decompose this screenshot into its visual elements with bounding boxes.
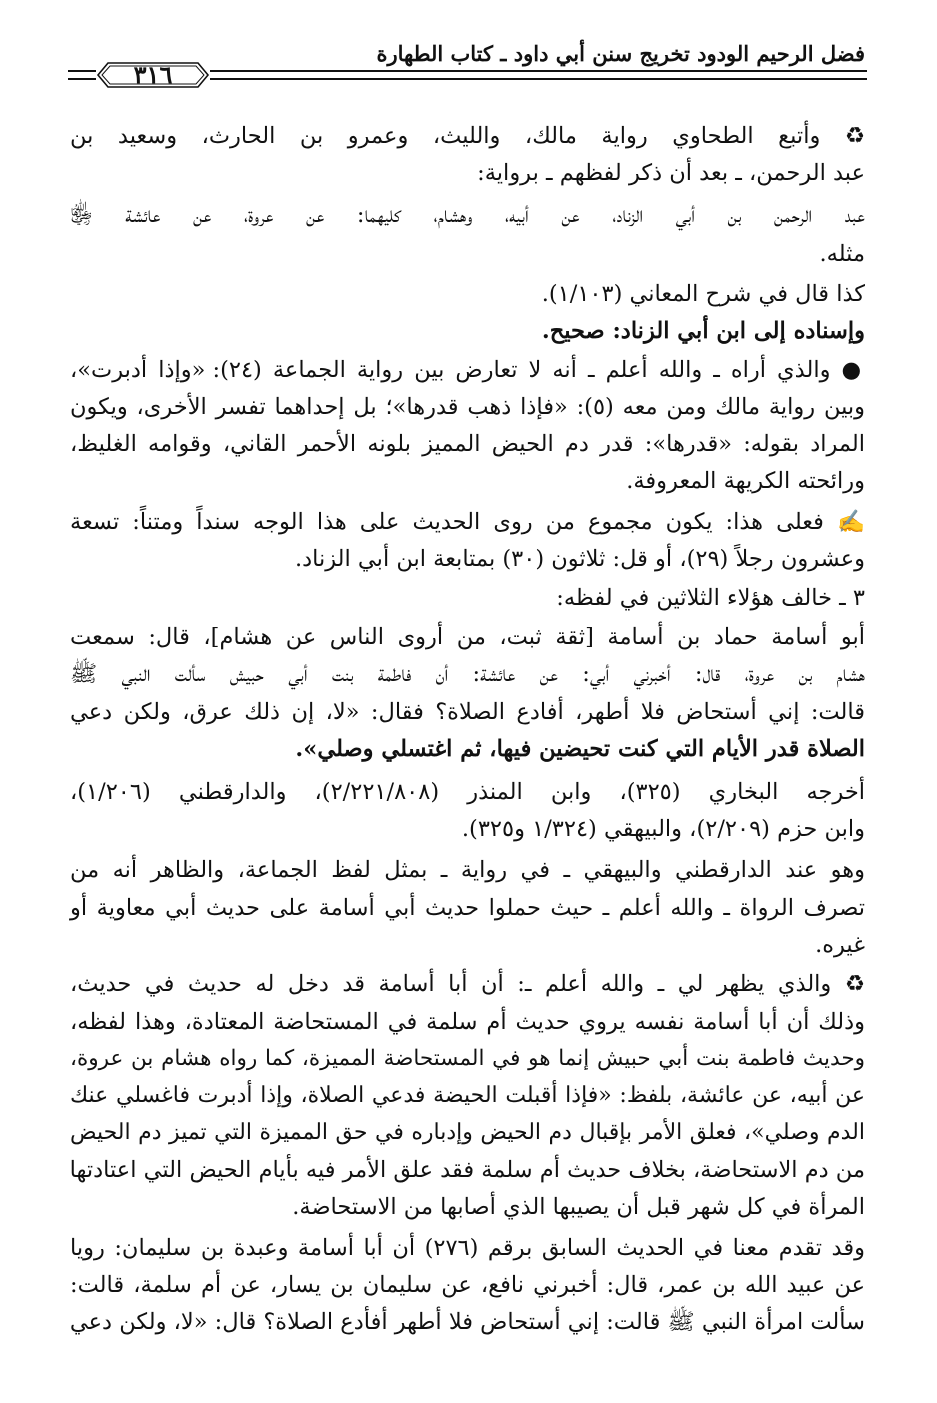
text-line-3: عبد الرحمن بن أبي الزناد، عن أبيه، وهشام، كليهما: عن عروة، عن عائشة ﵂	[70, 202, 865, 228]
text-line-12: وعشرون رجلاً (٢٩)، أو قل: ثلاثون (٣٠) بمتابعة ابن أبي الزناد.	[294, 546, 865, 572]
running-title: فضل الرحيم الودود تخريج سنن أبي داود ـ كتاب الطهارة	[376, 41, 865, 66]
text-line-9: المراد بقوله: «قدرها»: قدر دم الحيض المميز بلونه الأحمر القاني، وقوامه الغليظ،	[70, 431, 865, 457]
page-number-badge	[96, 58, 210, 92]
text-line-1: ♻ وأتبع الطحاوي رواية مالك، والليث، وعمرو بن الحارث، وسعيد بن	[70, 123, 865, 149]
text-line-7: ● والذي أراه ـ والله أعلم ـ أنه لا تعارض بين رواية الجماعة (٢٤): «وإذا أدبرت»،	[70, 357, 865, 383]
text-line-4: مثله.	[819, 241, 865, 267]
text-line-14: أبو أسامة حماد بن أسامة [ثقة ثبت، من أروى الناس عن هشام]، قال: سمعت	[70, 624, 865, 650]
text-line-17: الصلاة قدر الأيام التي كنت تحيضين فيها، ثم اغتسلي وصلي».	[295, 736, 865, 762]
text-line-5: كذا قال في شرح المعاني (١/١٠٣).	[541, 281, 865, 307]
text-line-23: ♻ والذي يظهر لي ـ والله أعلم ـ: أن أبا أسامة قد دخل له حديث في حديث،	[70, 971, 865, 997]
text-line-26: عن أبيه، عن عائشة، بلفظ: «فإذا أقبلت الحيضة فدعي الصلاة، وإذا أدبرت فاغسلي عنك	[70, 1083, 865, 1108]
text-line-11: ✍ فعلى هذا: يكون مجموع من روى الحديث على هذا الوجه سنداً ومتناً: تسعة	[70, 509, 865, 535]
text-line-29: المرأة في كل شهر قبل أن يصيبها الذي أصابها من الاستحاضة.	[292, 1194, 865, 1220]
text-line-2: عبد الرحمن، ـ بعد أن ذكر لفظهم ـ برواية:	[477, 160, 865, 186]
text-line-31: عن عبيد الله بن عمر، قال: أخبرني نافع، عن سليمان بن يسار، عن أم سلمة، قالت:	[70, 1272, 865, 1298]
text-line-18: أخرجه البخاري (٣٢٥)، وابن المنذر (٢/٢٢١/٨٠٨)، والدارقطني (١/٢٠٦)،	[70, 779, 865, 805]
text-line-20: وهو عند الدارقطني والبيهقي ـ في رواية ـ بمثل لفظ الجماعة، والظاهر أنه من	[70, 857, 865, 883]
text-line-25: وحديث فاطمة بنت أبي حبيش إنما هو في المستحاضة المميزة، كما رواه هشام بن عروة،	[70, 1046, 865, 1071]
text-line-13: ٣ ـ خالف هؤلاء الثلاثين في لفظه:	[556, 585, 865, 611]
text-line-6: وإسناده إلى ابن أبي الزناد: صحيح.	[541, 318, 865, 344]
text-line-8: وبين رواية مالك ومن معه (٥): «فإذا ذهب قدرها»؛ بل إحداهما تفسر الأخرى، ويكون	[70, 394, 865, 420]
text-line-15: هشام بن عروة، قال: أخبرني أبي: عن عائشة: أن فاطمة بنت أبي حبيش سألت النبي ﷺ	[70, 661, 865, 687]
text-line-30: وقد تقدم معنا في الحديث السابق برقم (٢٧٦) أن أبا أسامة وعبدة بن سليمان: رويا	[70, 1235, 865, 1261]
text-line-10: ورائحته الكريهة المعروفة.	[626, 468, 865, 494]
text-line-28: من دم الاستحاضة، بخلاف حديث أم سلمة فقد علق الأمر فيه بأيام الحيض التي اعتادتها	[69, 1157, 865, 1183]
page-number: ٣١٦	[133, 60, 173, 89]
text-line-21: تصرف الرواة ـ والله أعلم ـ حيث حملوا حديث أبي أسامة على حديث أبي معاوية أو	[70, 895, 865, 921]
text-line-19: وابن حزم (٢/٢٠٩)، والبيهقي (١/٣٢٤ و٣٢٥).	[461, 816, 865, 842]
text-line-27: الدم وصلي»، فعلق الأمر بإقبال دم الحيض وإدباره في حق المميزة التي تميز دم الحيض	[70, 1120, 865, 1145]
text-line-32: سألت امرأة النبي ﷺ قالت: إني أستحاض فلا أطهر أفأدع الصلاة؟ قال: «لا، ولكن دعي	[69, 1309, 865, 1335]
text-line-22: غيره.	[815, 932, 865, 958]
text-line-24: وذلك أن أبا أسامة نفسه يروي حديث أم سلمة في المستحاضة المعتادة، وهذا لفظه،	[70, 1009, 865, 1035]
text-line-16: قالت: إني أستحاض فلا أطهر، أفادع الصلاة؟ فقال: «لا، إن ذلك عرق، ولكن دعي	[70, 699, 865, 725]
